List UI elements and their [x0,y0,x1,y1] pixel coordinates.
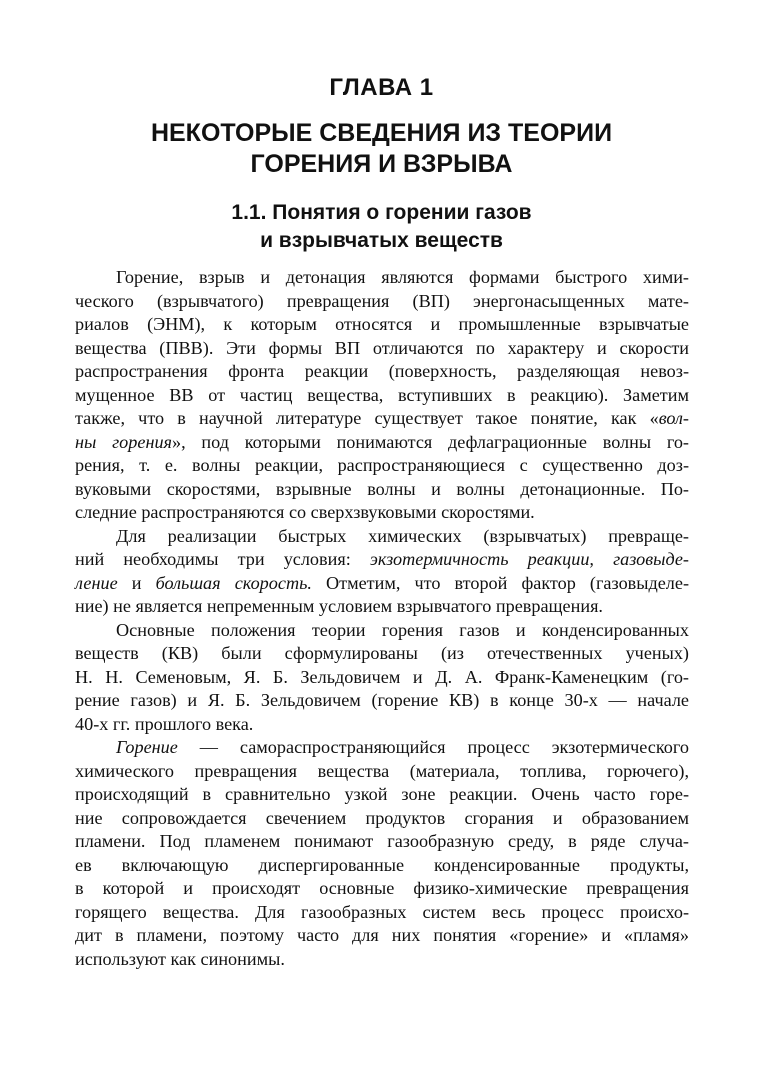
text-line: риалов (ЭНМ), к которым относятся и промышленные взрывчатые [75,314,689,334]
text-line: в которой и происходят основные физико-химические превращения [75,878,689,898]
text-line: пламени. Под пламенем понимают газообразную среду, в ряде случа- [75,831,689,851]
text-line: Основные положения теории горения газов и конденсированных [116,619,689,640]
text-line: следние распространяются со сверхзвуковыми скоростями. [75,502,535,522]
chapter-title-line: НЕКОТОРЫЕ СВЕДЕНИЯ ИЗ ТЕОРИИ [150,119,613,147]
text-line: Для реализации быстрых химических (взрывчатых) превраще- [116,525,689,546]
text-line: горящего вещества. Для газообразных систем весь процесс происхо- [75,901,689,922]
text-line: вуковыми скоростями, взрывные волны и волны детонационные. По- [75,478,689,499]
chapter-title-line: ГОРЕНИЯ И ВЗРЫВА [250,150,513,178]
text-line: распространения фронта реакции (поверхность, разделяющая невоз- [75,361,689,381]
text-line: происходящий в сравнительно узкой зоне реакции. Очень часто горе- [75,784,689,804]
text-line: Горение — самораспространяющийся процесс экзотермического [116,737,689,757]
text-line: Н. Н. Семеновым, Я. Б. Зельдовичем и Д. А. Франк-Каменецким (го- [75,666,689,687]
text-line: химического превращения вещества (материала, топлива, горючего), [75,760,689,781]
text-line: дит в пламени, поэтому часто для них понятия «горение» и «пламя» [75,925,689,945]
text-line: вещества (ПВВ). Эти формы ВП отличаются по характеру и скорости [75,337,689,358]
section-title-line: и взрывчатых веществ [260,229,503,252]
text-line: рения, т. е. волны реакции, распространяющиеся с существенно доз- [75,455,689,475]
section-title [0,199,763,255]
text-line: ние сопровождается свечением продуктов сгорания и образованием [75,807,689,828]
paragraph [75,619,689,737]
text-line: ление и большая скорость. Отметим, что второй фактор (газовыделе- [75,572,690,593]
paragraph [75,266,689,525]
text-line: также, что в научной литературе существует такое понятие, как «вол- [75,408,689,428]
text-line: используют как синонимы. [75,948,285,969]
body-text [75,266,689,971]
chapter-title [0,118,763,180]
text-line: ны горения», под которыми понимаются дефлаграционные волны го- [75,431,689,452]
text-line: 40-х гг. прошлого века. [75,713,254,734]
text-line: ев включающую диспергированные конденсированные продукты, [75,854,689,875]
chapter-label: ГЛАВА 1 [329,74,434,101]
text-line: мущенное ВВ от частиц вещества, вступивших в реакцию). Заметим [75,384,689,405]
text-line: рение газов) и Я. Б. Зельдовичем (горение КВ) в конце 30-х — начале [75,690,689,710]
text-line: веществ (КВ) были сформулированы (из отечественных ученых) [75,643,689,663]
text-line: Горение, взрыв и детонация являются формами быстрого хими- [116,267,689,287]
paragraph [75,525,689,619]
paragraph [75,736,689,971]
text-line: ний необходимы три условия: экзотермичность реакции, газовыде- [75,549,689,569]
text-line: ческого (взрывчатого) превращения (ВП) энергонасыщенных мате- [75,290,689,311]
section-title-line: 1.1. Понятия о горении газов [231,201,532,224]
text-line: ние) не является непременным условием взрывчатого превращения. [75,596,603,616]
